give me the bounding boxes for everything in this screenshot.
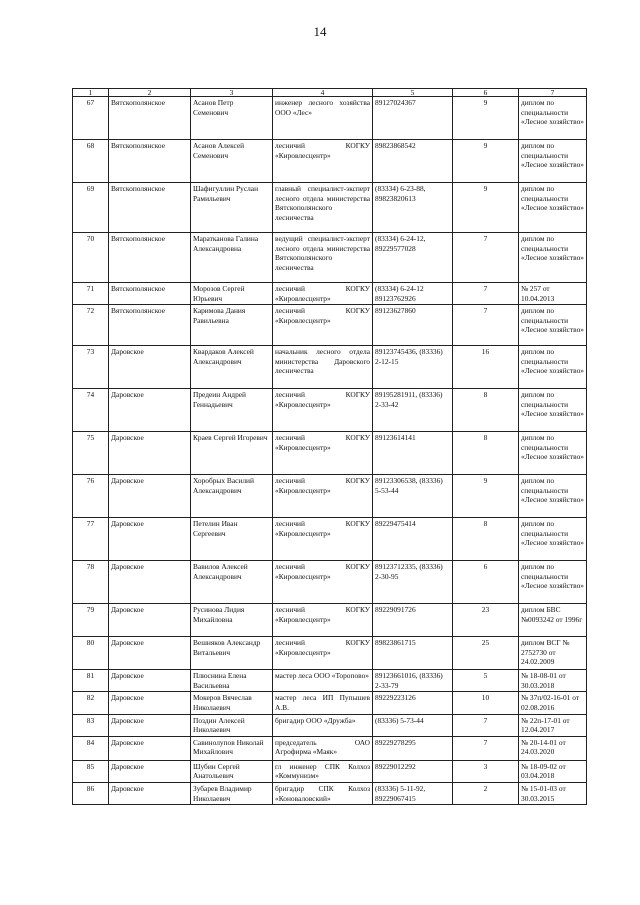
header-cell: 3: [191, 89, 273, 97]
table-row: [73, 714, 587, 736]
forestry-cell: Даровское: [109, 782, 191, 804]
row-number-cell: 75: [73, 432, 109, 475]
position-cell: лесничий КОГКУ «Кировлесцентр»: [273, 389, 373, 432]
row-number-cell: 77: [73, 518, 109, 561]
forestry-cell: Даровское: [109, 714, 191, 736]
phone-cell: 89229012292: [373, 760, 453, 782]
forestry-cell: Вятскополянское: [109, 283, 191, 305]
phone-cell: (83334) 6-23-88, 89823820613: [373, 183, 453, 233]
row-number-cell: 83: [73, 714, 109, 736]
experience-cell: 6: [453, 561, 519, 604]
qualification-cell: диплом по специальности «Лесное хозяйство»: [519, 140, 587, 183]
row-number-cell: 85: [73, 760, 109, 782]
forestry-cell: Даровское: [109, 670, 191, 692]
position-cell: лесничий КОГКУ «Кировлесцентр»: [273, 283, 373, 305]
position-cell: лесничий КОГКУ «Кировлесцентр»: [273, 518, 373, 561]
phone-cell: 89823868542: [373, 140, 453, 183]
experience-cell: 8: [453, 432, 519, 475]
forestry-cell: Даровское: [109, 475, 191, 518]
page-number: 14: [313, 24, 327, 39]
phone-cell: 89229091726: [373, 604, 453, 637]
phone-cell: 89823861715: [373, 637, 453, 670]
experience-cell: 2: [453, 782, 519, 804]
table-row: [73, 604, 587, 637]
experience-cell: 9: [453, 183, 519, 233]
experience-cell: 8: [453, 389, 519, 432]
position-cell: лесничий КОГКУ «Кировлесцентр»: [273, 305, 373, 346]
phone-cell: (83336) 5-11-92, 89229067415: [373, 782, 453, 804]
position-cell: главный специалист-эксперт лесного отдела министерства Вятскополянского лесничества: [273, 183, 373, 233]
forestry-cell: Вятскополянское: [109, 233, 191, 283]
position-cell: лесничий КОГКУ «Кировлесцентр»: [273, 432, 373, 475]
phone-cell: 89229278295: [373, 736, 453, 760]
full-name-cell: Савинолупов Николай Михайлович: [191, 736, 273, 760]
forestry-cell: Даровское: [109, 692, 191, 714]
full-name-cell: Каримова Дания Равильевна: [191, 305, 273, 346]
qualification-cell: № 22п-17-01 от 12.04.2017: [519, 714, 587, 736]
row-number-cell: 71: [73, 283, 109, 305]
row-number-cell: 70: [73, 233, 109, 283]
row-number-cell: 86: [73, 782, 109, 804]
experience-cell: 9: [453, 140, 519, 183]
forestry-cell: Вятскополянское: [109, 183, 191, 233]
position-cell: бригадир СПК Колхоз «Коноваловский»: [273, 782, 373, 804]
row-number-cell: 74: [73, 389, 109, 432]
table-row: [73, 97, 587, 140]
forestry-cell: Даровское: [109, 637, 191, 670]
full-name-cell: Шафигуллин Руслан Рамильевич: [191, 183, 273, 233]
phone-cell: 89123745436, (83336) 2-12-15: [373, 346, 453, 389]
phone-cell: 89229223126: [373, 692, 453, 714]
full-name-cell: Хоробрых Василий Александрович: [191, 475, 273, 518]
table-row: [73, 305, 587, 346]
phone-cell: (83334) 6-24-12, 89229577028: [373, 233, 453, 283]
header-cell: 6: [453, 89, 519, 97]
forestry-cell: Даровское: [109, 432, 191, 475]
experience-cell: 10: [453, 692, 519, 714]
position-cell: председатель ОАО Агрофирма «Маяк»: [273, 736, 373, 760]
qualification-cell: № 257 от 10.04.2013: [519, 283, 587, 305]
header-cell: 7: [519, 89, 587, 97]
qualification-cell: диплом по специальности «Лесное хозяйство»: [519, 432, 587, 475]
position-cell: лесничий КОГКУ «Кировлесцентр»: [273, 475, 373, 518]
forestry-cell: Вятскополянское: [109, 305, 191, 346]
forestry-cell: Даровское: [109, 518, 191, 561]
row-number-cell: 67: [73, 97, 109, 140]
table-row: [73, 736, 587, 760]
position-cell: лесничий КОГКУ «Кировлесцентр»: [273, 140, 373, 183]
header-cell: 1: [73, 89, 109, 97]
full-name-cell: Морозов Сергей Юрьевич: [191, 283, 273, 305]
table-header-row: [73, 89, 587, 97]
experience-cell: 8: [453, 518, 519, 561]
qualification-cell: диплом БВС №0093242 от 1996г: [519, 604, 587, 637]
personnel-table: [72, 88, 587, 805]
phone-cell: 89123661016, (83336) 2-33-79: [373, 670, 453, 692]
position-cell: начальник лесного отдела министерства Даровского лесничества: [273, 346, 373, 389]
full-name-cell: Вешняков Александр Витальевич: [191, 637, 273, 670]
qualification-cell: № 37п/02-16-01 от 02.08.2016: [519, 692, 587, 714]
row-number-cell: 76: [73, 475, 109, 518]
qualification-cell: № 18-08-01 от 30.03.2018: [519, 670, 587, 692]
experience-cell: 9: [453, 475, 519, 518]
experience-cell: 7: [453, 714, 519, 736]
table-row: [73, 183, 587, 233]
full-name-cell: Мокеров Вячеслав Николаевич: [191, 692, 273, 714]
experience-cell: 7: [453, 233, 519, 283]
full-name-cell: Краев Сергей Игоревич: [191, 432, 273, 475]
qualification-cell: диплом по специальности «Лесное хозяйство»: [519, 346, 587, 389]
position-cell: лесничий КОГКУ «Кировлесцентр»: [273, 604, 373, 637]
experience-cell: 7: [453, 736, 519, 760]
table-row: [73, 561, 587, 604]
row-number-cell: 84: [73, 736, 109, 760]
header-cell: 4: [273, 89, 373, 97]
table-row: [73, 782, 587, 804]
row-number-cell: 73: [73, 346, 109, 389]
phone-cell: 89229475414: [373, 518, 453, 561]
position-cell: лесничий КОГКУ «Кировлесцентр»: [273, 561, 373, 604]
qualification-cell: диплом по специальности «Лесное хозяйство»: [519, 97, 587, 140]
qualification-cell: диплом по специальности «Лесное хозяйство»: [519, 389, 587, 432]
qualification-cell: диплом ВСГ № 2752730 от 24.02.2009: [519, 637, 587, 670]
position-cell: бригадир ООО «Дружба»: [273, 714, 373, 736]
table-row: [73, 692, 587, 714]
table-row: [73, 518, 587, 561]
position-cell: гл инженер СПК Колхоз «Коммунизм»: [273, 760, 373, 782]
full-name-cell: Русинова Лидия Михайловна: [191, 604, 273, 637]
experience-cell: 7: [453, 283, 519, 305]
full-name-cell: Квардаков Алексей Александрович: [191, 346, 273, 389]
full-name-cell: Асанов Алексей Семенович: [191, 140, 273, 183]
qualification-cell: диплом по специальности «Лесное хозяйство»: [519, 561, 587, 604]
table-row: [73, 233, 587, 283]
row-number-cell: 68: [73, 140, 109, 183]
experience-cell: 23: [453, 604, 519, 637]
full-name-cell: Плюснина Елена Васильевна: [191, 670, 273, 692]
position-cell: инженер лесного хозяйства ООО «Лес»: [273, 97, 373, 140]
table-row: [73, 283, 587, 305]
phone-cell: 89123627860: [373, 305, 453, 346]
experience-cell: 3: [453, 760, 519, 782]
qualification-cell: диплом по специальности «Лесное хозяйство»: [519, 183, 587, 233]
experience-cell: 7: [453, 305, 519, 346]
position-cell: ведущий специалист-эксперт лесного отдела министерства Вятскополянского лесничества: [273, 233, 373, 283]
row-number-cell: 78: [73, 561, 109, 604]
phone-cell: 89123614141: [373, 432, 453, 475]
experience-cell: 16: [453, 346, 519, 389]
qualification-cell: диплом по специальности «Лесное хозяйство»: [519, 233, 587, 283]
position-cell: мастер леса ИП Пупышев А.В.: [273, 692, 373, 714]
table-row: [73, 670, 587, 692]
full-name-cell: Шубин Сергей Анатольевич: [191, 760, 273, 782]
table-row: [73, 432, 587, 475]
row-number-cell: 80: [73, 637, 109, 670]
forestry-cell: Даровское: [109, 760, 191, 782]
full-name-cell: Петелин Иван Сергеевич: [191, 518, 273, 561]
forestry-cell: Вятскополянское: [109, 140, 191, 183]
table-row: [73, 760, 587, 782]
position-cell: мастер леса ООО «Торопово»: [273, 670, 373, 692]
forestry-cell: Даровское: [109, 389, 191, 432]
full-name-cell: Вавилов Алексей Александрович: [191, 561, 273, 604]
header-cell: 2: [109, 89, 191, 97]
forestry-cell: Даровское: [109, 561, 191, 604]
qualification-cell: № 15-01-03 от 30.03.2015: [519, 782, 587, 804]
full-name-cell: Асанов Петр Семенович: [191, 97, 273, 140]
phone-cell: (83336) 5-73-44: [373, 714, 453, 736]
qualification-cell: диплом по специальности «Лесное хозяйство»: [519, 475, 587, 518]
row-number-cell: 72: [73, 305, 109, 346]
row-number-cell: 81: [73, 670, 109, 692]
table-body: [73, 97, 587, 805]
phone-cell: 89127024367: [373, 97, 453, 140]
row-number-cell: 69: [73, 183, 109, 233]
table-row: [73, 389, 587, 432]
table-row: [73, 637, 587, 670]
table-row: [73, 475, 587, 518]
phone-cell: 89195281911, (83336) 2-33-42: [373, 389, 453, 432]
experience-cell: 5: [453, 670, 519, 692]
forestry-cell: Даровское: [109, 604, 191, 637]
header-cell: 5: [373, 89, 453, 97]
position-cell: лесничий КОГКУ «Кировлесцентр»: [273, 637, 373, 670]
full-name-cell: Предеин Андрей Геннадьевич: [191, 389, 273, 432]
table-row: [73, 346, 587, 389]
full-name-cell: Маратканова Галина Александровна: [191, 233, 273, 283]
forestry-cell: Вятскополянское: [109, 97, 191, 140]
forestry-cell: Даровское: [109, 346, 191, 389]
row-number-cell: 79: [73, 604, 109, 637]
qualification-cell: № 18-09-02 от 03.04.2018: [519, 760, 587, 782]
qualification-cell: диплом по специальности «Лесное хозяйство»: [519, 518, 587, 561]
experience-cell: 25: [453, 637, 519, 670]
qualification-cell: диплом по специальности «Лесное хозяйство»: [519, 305, 587, 346]
table-row: [73, 140, 587, 183]
phone-cell: 89123306538, (83336) 5-53-44: [373, 475, 453, 518]
forestry-cell: Даровское: [109, 736, 191, 760]
qualification-cell: № 20-14-01 от 24.03.2020: [519, 736, 587, 760]
full-name-cell: Зубарев Владимир Николаевич: [191, 782, 273, 804]
phone-cell: (83334) 6-24-12 89123762926: [373, 283, 453, 305]
phone-cell: 89123712335, (83336) 2-30-95: [373, 561, 453, 604]
experience-cell: 9: [453, 97, 519, 140]
full-name-cell: Поздин Алексей Николаевич: [191, 714, 273, 736]
row-number-cell: 82: [73, 692, 109, 714]
